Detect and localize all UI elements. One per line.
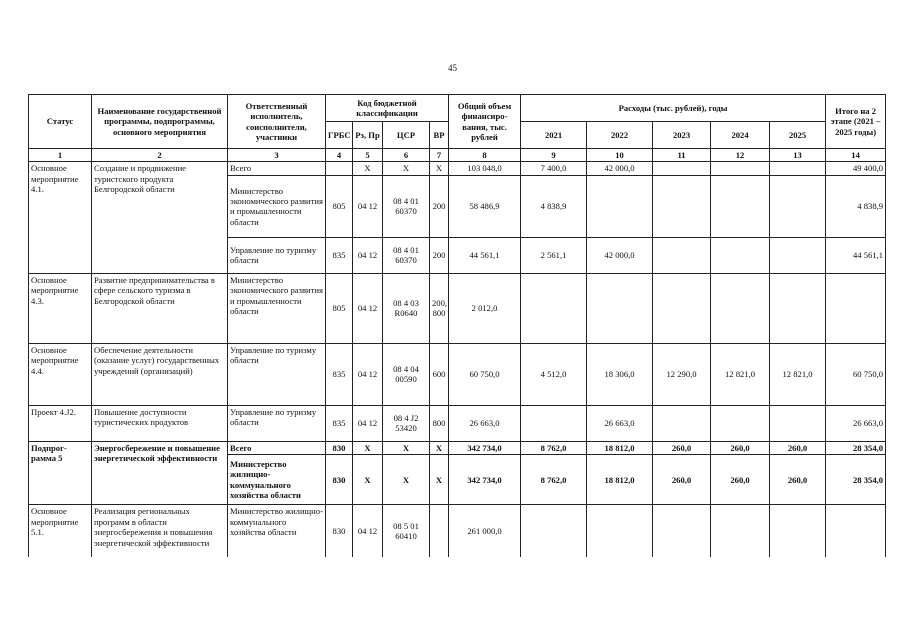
cell-grbs: 830 (326, 505, 353, 557)
row-status: Подпрог-рамма 5 (29, 441, 92, 504)
cell-2025 (770, 237, 826, 273)
cell-stage-total: 26 663,0 (826, 405, 886, 441)
cell-2025: 260,0 (770, 455, 826, 505)
cell-2023: 260,0 (653, 441, 711, 454)
cell-csr: 08 4 J2 53420 (383, 405, 430, 441)
header-vr: ВР (430, 122, 449, 149)
cell-rzpr: Х (353, 455, 383, 505)
cell-2023 (653, 237, 711, 273)
row-executor: Всего (228, 441, 326, 454)
cell-grbs: 830 (326, 441, 353, 454)
header-2025: 2025 (770, 122, 826, 149)
cell-total-sum: 60 750,0 (449, 343, 521, 405)
cell-rzpr: 04 12 (353, 343, 383, 405)
cell-csr: 08 4 01 60370 (383, 237, 430, 273)
row-executor: Управление по туризму области (228, 405, 326, 441)
column-number: 8 (449, 149, 521, 162)
row-name: Создание и продвижение туристского продукта Белгородской области (92, 162, 228, 273)
cell-vr: 600 (430, 343, 449, 405)
header-rzpr: Рз, Пр (353, 122, 383, 149)
budget-table (28, 94, 886, 557)
table-row (29, 343, 886, 405)
header-csr: ЦСР (383, 122, 430, 149)
column-number: 6 (383, 149, 430, 162)
column-number: 1 (29, 149, 92, 162)
cell-grbs: 805 (326, 175, 353, 237)
cell-rzpr: 04 12 (353, 505, 383, 557)
column-number-row (29, 149, 886, 162)
header-2022: 2022 (587, 122, 653, 149)
table-row (29, 273, 886, 343)
cell-rzpr: 04 12 (353, 237, 383, 273)
table-row (29, 505, 886, 557)
cell-2024: 12 821,0 (711, 343, 770, 405)
cell-csr: Х (383, 455, 430, 505)
header-stage-total: Итого на 2 этапе (2021 – 2025 годы) (826, 95, 886, 149)
cell-vr: 200, 800 (430, 273, 449, 343)
cell-2024: 260,0 (711, 441, 770, 454)
row-status: Проект 4.J2. (29, 405, 92, 441)
cell-stage-total: 60 750,0 (826, 343, 886, 405)
cell-2024 (711, 175, 770, 237)
cell-2024: 260,0 (711, 455, 770, 505)
cell-csr: Х (383, 162, 430, 175)
cell-2023: 12 290,0 (653, 343, 711, 405)
cell-2023 (653, 505, 711, 557)
header-total-financing: Общий объем финансиро-вания, тыс. рублей (449, 95, 521, 149)
row-status: Основное мероприятие 5.1. (29, 505, 92, 557)
column-number: 13 (770, 149, 826, 162)
cell-2022 (587, 273, 653, 343)
cell-2021: 2 561,1 (521, 237, 587, 273)
cell-total-sum: 103 048,0 (449, 162, 521, 175)
cell-stage-total (826, 273, 886, 343)
cell-2021: 7 400,0 (521, 162, 587, 175)
header-grbs: ГРБС (326, 122, 353, 149)
row-name: Обеспечение деятельности (оказание услуг) государственных учреждений (организаций) (92, 343, 228, 405)
column-number: 7 (430, 149, 449, 162)
cell-stage-total (826, 505, 886, 557)
cell-2025 (770, 162, 826, 175)
cell-2024 (711, 405, 770, 441)
cell-rzpr: Х (353, 162, 383, 175)
row-name: Энергосбережение и повышение энергетической эффективности (92, 441, 228, 504)
cell-stage-total: 28 354,0 (826, 455, 886, 505)
cell-2023 (653, 175, 711, 237)
header-status: Статус (29, 95, 92, 149)
cell-2022 (587, 175, 653, 237)
cell-stage-total: 4 838,9 (826, 175, 886, 237)
cell-2022: 26 663,0 (587, 405, 653, 441)
header-2021: 2021 (521, 122, 587, 149)
row-name: Повышение доступности туристических продуктов (92, 405, 228, 441)
cell-2021: 4 512,0 (521, 343, 587, 405)
row-name: Развитие предпринимательства в сфере сельского туризма в Белгородской области (92, 273, 228, 343)
row-executor: Министерство жилищно-коммунального хозяйства области (228, 455, 326, 505)
cell-2022: 18 306,0 (587, 343, 653, 405)
cell-grbs: 830 (326, 455, 353, 505)
page-number: 45 (448, 63, 457, 73)
cell-2025 (770, 405, 826, 441)
column-number: 9 (521, 149, 587, 162)
cell-2021 (521, 505, 587, 557)
column-number: 2 (92, 149, 228, 162)
cell-rzpr: Х (353, 441, 383, 454)
cell-2023 (653, 405, 711, 441)
cell-vr: 200 (430, 237, 449, 273)
table-row (29, 441, 886, 454)
table-row (29, 405, 886, 441)
cell-total-sum: 26 663,0 (449, 405, 521, 441)
cell-total-sum: 44 561,1 (449, 237, 521, 273)
row-executor: Управление по туризму области (228, 237, 326, 273)
cell-vr (430, 505, 449, 557)
cell-grbs: 805 (326, 273, 353, 343)
column-number: 10 (587, 149, 653, 162)
cell-2022: 42 000,0 (587, 237, 653, 273)
cell-2023: 260,0 (653, 455, 711, 505)
row-name: Реализация региональных программ в области энергосбережения и повышения энергетической эффективности (92, 505, 228, 557)
cell-csr: 08 4 03 R0640 (383, 273, 430, 343)
cell-stage-total: 44 561,1 (826, 237, 886, 273)
cell-2023 (653, 273, 711, 343)
cell-2021: 8 762,0 (521, 441, 587, 454)
cell-2025 (770, 505, 826, 557)
cell-total-sum: 58 486,9 (449, 175, 521, 237)
header-2023: 2023 (653, 122, 711, 149)
cell-vr: 800 (430, 405, 449, 441)
column-number: 12 (711, 149, 770, 162)
cell-total-sum: 261 000,0 (449, 505, 521, 557)
cell-grbs: 835 (326, 237, 353, 273)
column-number: 5 (353, 149, 383, 162)
cell-2025 (770, 273, 826, 343)
cell-2021 (521, 273, 587, 343)
header-executor: Ответственный исполнитель, соисполнители, участники (228, 95, 326, 149)
column-number: 3 (228, 149, 326, 162)
cell-rzpr: 04 12 (353, 273, 383, 343)
cell-2021: 4 838,9 (521, 175, 587, 237)
cell-2024 (711, 505, 770, 557)
row-executor: Министерство жилищно-коммунального хозяйства области (228, 505, 326, 557)
cell-stage-total: 28 354,0 (826, 441, 886, 454)
header-code-group: Код бюджетной классификации (326, 95, 449, 122)
cell-2022: 18 812,0 (587, 455, 653, 505)
cell-rzpr: 04 12 (353, 405, 383, 441)
row-status: Основное мероприятие 4.1. (29, 162, 92, 273)
cell-grbs: 835 (326, 343, 353, 405)
cell-2024 (711, 237, 770, 273)
table-row (29, 162, 886, 175)
cell-2022: 18 812,0 (587, 441, 653, 454)
cell-vr: Х (430, 162, 449, 175)
cell-2023 (653, 162, 711, 175)
cell-2022 (587, 505, 653, 557)
cell-vr: Х (430, 455, 449, 505)
row-executor: Управление по туризму области (228, 343, 326, 405)
cell-csr: 08 4 01 60370 (383, 175, 430, 237)
column-number: 4 (326, 149, 353, 162)
cell-2025: 260,0 (770, 441, 826, 454)
cell-grbs (326, 162, 353, 175)
row-status: Основное мероприятие 4.4. (29, 343, 92, 405)
cell-vr: Х (430, 441, 449, 454)
cell-2024 (711, 273, 770, 343)
cell-2021: 8 762,0 (521, 455, 587, 505)
cell-grbs: 835 (326, 405, 353, 441)
cell-total-sum: 342 734,0 (449, 441, 521, 454)
cell-stage-total: 49 400,0 (826, 162, 886, 175)
cell-csr: 08 4 04 00590 (383, 343, 430, 405)
cell-2022: 42 000,0 (587, 162, 653, 175)
cell-csr: Х (383, 441, 430, 454)
header-row-1 (29, 95, 886, 122)
row-executor: Министерство экономического развития и промышленности области (228, 175, 326, 237)
cell-2025: 12 821,0 (770, 343, 826, 405)
cell-2025 (770, 175, 826, 237)
cell-rzpr: 04 12 (353, 175, 383, 237)
row-status: Основное мероприятие 4.3. (29, 273, 92, 343)
row-executor: Всего (228, 162, 326, 175)
column-number: 11 (653, 149, 711, 162)
cell-csr: 08 5 01 60410 (383, 505, 430, 557)
cell-2024 (711, 162, 770, 175)
column-number: 14 (826, 149, 886, 162)
header-name: Наименование государственной программы, подпрограммы, основного мероприятия (92, 95, 228, 149)
cell-total-sum: 342 734,0 (449, 455, 521, 505)
cell-2021 (521, 405, 587, 441)
cell-total-sum: 2 012,0 (449, 273, 521, 343)
cell-vr: 200 (430, 175, 449, 237)
header-2024: 2024 (711, 122, 770, 149)
header-expenses-group: Расходы (тыс. рублей), годы (521, 95, 826, 122)
row-executor: Министерство экономического развития и промышленности области (228, 273, 326, 343)
